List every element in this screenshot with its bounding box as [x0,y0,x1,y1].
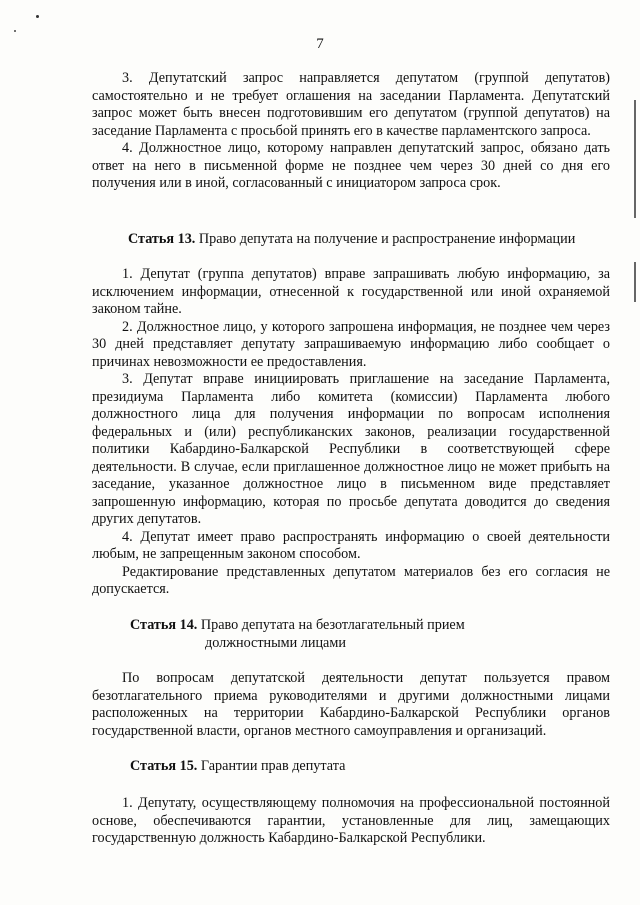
article14-heading [130,617,465,652]
article-label: Статья 13. [128,231,196,247]
article-title-line2: должностными лицами [205,634,346,651]
article-title: Право депутата на получение и распространение информации [198,231,576,247]
scan-speck [36,15,39,18]
paragraph: По вопросам депутатской деятельности депутат пользуется правом безотлагательного приема руководителями и другими должностными лицами расположенных на территории Кабардино-Балкарской Республики органов государственной власти, органов местного самоуправления и организаций. [92,670,610,739]
scan-speck [14,30,16,32]
paragraph: Редактирование представленных депутатом материалов без его согласия не допускается. [92,563,610,597]
paragraph: 3. Депутатский запрос направляется депутатом (группой депутатов) самостоятельно и не требует оглашения на заседании Парламента. Депутатский запрос может быть внесен подготовившим его депутатом (группой депутатов) на заседание Парламента с просьбой принять его в качестве парламентского запроса. [92,70,610,139]
paragraph: 2. Должностное лицо, у которого запрошена информация, не позднее чем через 30 дней представляет депутату запрашиваемую информацию либо сообщает о причинах невозможности ее предоставления. [92,318,610,370]
paragraph: 4. Должностное лицо, которому направлен депутатский запрос, обязано дать ответ на него в письменной форме не позднее чем через 30 дней со дня его получения или в иной, согласованный с инициатором запроса срок. [92,140,610,191]
article-title: Право депутата на безотлагательный прием [200,617,465,633]
article-label: Статья 14. [130,617,198,633]
article14-body [92,670,610,740]
paragraph: 1. Депутат (группа депутатов) вправе запрашивать любую информацию, за исключением информации, отнесенной к государственной или иной охраняемой законом тайне. [92,266,610,317]
article13-body [92,266,610,599]
paragraph: 4. Депутат имеет право распространять информацию о своей деятельности любым, не запрещенным законом способом. [92,528,610,562]
paragraph: 1. Депутату, осуществляющему полномочия на профессиональной постоянной основе, обеспечиваются гарантии, установленные для лиц, замещающих государственную должность Кабардино-Балкарской Республики. [92,795,610,846]
scan-edge-mark [634,100,636,218]
page-number: 7 [316,36,324,52]
article13-heading [128,231,575,249]
scan-edge-mark [634,262,636,302]
article15-heading [130,758,345,776]
paragraph: 3. Депутат вправе инициировать приглашение на заседание Парламента, президиума Парламента либо комитета (комиссии) Парламента любого должностного лица для получения информации по вопросам исполнения федеральных и (или) республиканских законов, реализации государственной политики Кабардино-Балкарской Республики в соответствующей сфере деятельности. В случае, если приглашенное должностное лицо не может прибыть на заседание, указанное должностное лицо в письменном виде представляет запрошенную информацию, которая по просьбе депутата доводится до сведения других депутатов. [92,371,610,527]
article-title: Гарантии прав депутата [200,758,346,774]
article15-body [92,795,610,848]
article-label: Статья 15. [130,758,198,774]
section1-body [92,70,610,193]
